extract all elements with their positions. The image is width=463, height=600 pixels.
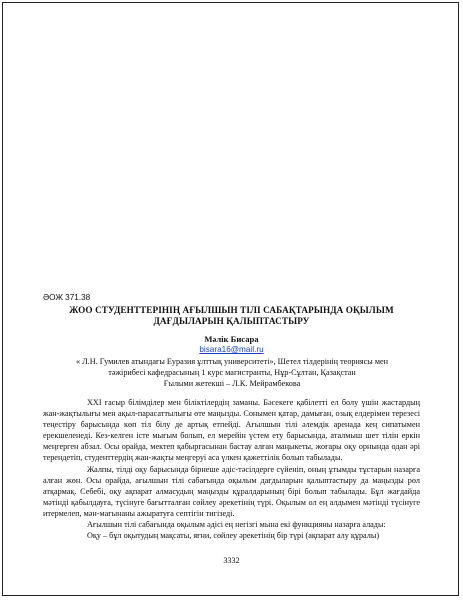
page-number: 3332 <box>223 556 240 565</box>
title-line-2: ДАҒДЫЛАРЫН ҚАЛЫПТАСТЫРУ <box>153 316 310 326</box>
title-line-1: ЖОО СТУДЕНТТЕРІНІҢ АҒЫЛШЫН ТІЛІ САБАҚТАРЫНДА ОҚЫЛЫМ <box>69 305 394 315</box>
body-paragraph-1: XXI ғасыр білімділер мен біліктілердің заманы. Бәсекеге қабілетті ел болу үшін жастардың жан-жақтылығы мен ақыл-парасаттылығы өте маңызды. Сонымен қатар, дамыған, озық елдерімен терезесі теңестіру барысында көп тіл білу де артық етпейді. Ағылшын тілі әлемдік аренада кең сипатымен ерекшеленеді. Кез-келген істе мығым болып, ел мерейін үстем ету барысында, аталмыш шет тілін еркін меңгерген абзал. Осы орайда, мектеп қабырғасынан бастау алған маңыкеты, жоғары оқу орнында одан әрі терендетіп, студенттердің жан-жақты меңгеруі аса үлкен қажеттілік болып табылады. <box>43 398 420 463</box>
body-paragraph-4: Оқу – бұл оқытудың мақсаты, яғни, сөйлеу әрекетінің бір түрі (ақпарат алу құралы) <box>87 531 380 541</box>
article-body <box>43 397 420 541</box>
article-title <box>64 305 399 327</box>
body-paragraph-2: Жалпы, тілді оқу барысында бірнеше әдіс-тәсілдерге сүйеніп, оның ұтымды тұстарын назарға алған жөн. Осы орайда, ағылшын тілі сабағында оқылым дағдыларын қалыптастыру да маңызды рөл атқармақ. Себебі, оқу ақпарат алмасудың маңызды құралдарының бірі болып табылады. Бұл жағдайда мәтінді қабылдауға, түсінуге бағытталған сөйлеу әрекетінің түрі. Оқылым ол ең алдымен мәтінді түсінуге итермелеп, мән-мағынаны ажыратуға септігін тигізеді. <box>43 464 420 518</box>
supervisor-line: Ғылыми жетекші – Л.К. Мейрамбекова <box>163 379 301 389</box>
body-paragraph-3: Ағылшын тілі сабағында оқылым әдісі ең негізгі мына екі функцияны назарға алады: <box>87 520 386 530</box>
affiliation-line-1: « Л.Н. Гумилев атындағы Еуразия ұлттық университеті», Шетел тілдерінің теориясы мен <box>75 357 389 366</box>
author-name: Мәлік Бисара <box>204 334 259 344</box>
author-affiliation <box>52 356 412 390</box>
udc-code: ӘОЖ 371.38 <box>43 293 91 302</box>
author-email-link[interactable]: bisara16@mail.ru <box>199 345 264 354</box>
affiliation-line-2: тәжірибесі кафедрасының 1 курс магистранты, Нұр-Сұлтан, Қазақстан <box>108 368 356 378</box>
